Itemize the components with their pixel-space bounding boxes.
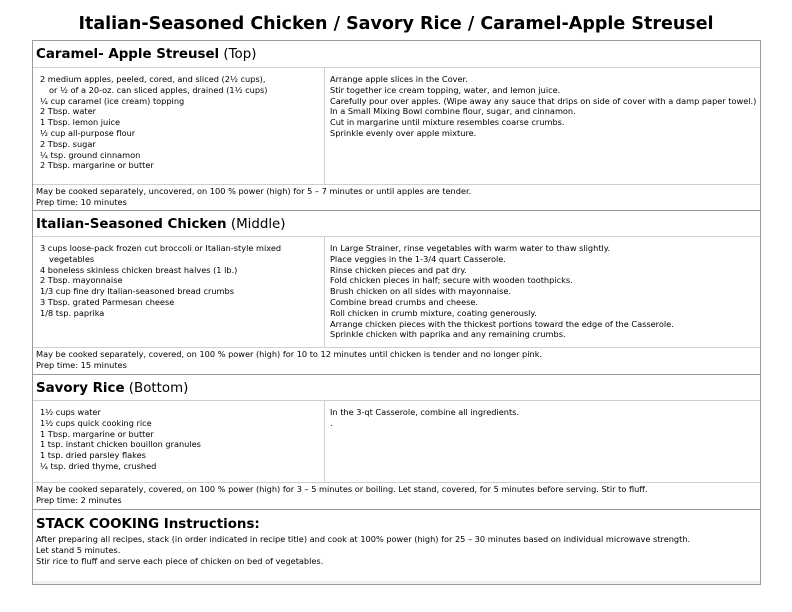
direction-step: . — [330, 417, 333, 428]
ingredient-item: ½ cup all-purpose flour — [40, 127, 136, 138]
direction-step: Stir together ice cream topping, water, and lemon juice. — [330, 84, 561, 95]
column-divider — [324, 68, 325, 184]
cooking-notes — [36, 186, 756, 208]
section-heading — [36, 47, 256, 62]
direction-step: Combine bread crumbs and cheese. — [330, 296, 479, 307]
ingredient-item: vegetables — [49, 253, 95, 264]
ingredient-item: or ½ of a 20-oz. can sliced apples, drained (1½ cups) — [49, 84, 268, 95]
ingredient-item: ¼ cup caramel (ice cream) topping — [40, 95, 185, 106]
ingredient-item: 2 Tbsp. sugar — [40, 138, 96, 149]
ingredients-list — [40, 243, 320, 319]
ingredient-item: 2 medium apples, peeled, cored, and sliced (2½ cups), — [40, 74, 266, 84]
direction-step: Arrange chicken pieces with the thickest portions toward the edge of the Casserole. — [330, 318, 674, 329]
section-position: (Middle) — [230, 217, 286, 232]
section-title: Caramel- Apple Streusel — [36, 47, 220, 62]
ingredient-item: 2 Tbsp. water — [40, 106, 97, 117]
page-title: Italian-Seasoned Chicken / Savory Rice / Caramel-Apple Streusel — [78, 14, 714, 34]
cook-separately-note: May be cooked separately, covered, on 100 % power (high) for 10 to 12 minutes until chicken is tender and no longer pink. — [36, 349, 543, 359]
cooking-notes — [36, 349, 756, 371]
direction-step: In a Small Mixing Bowl combine flour, sugar, and cinnamon. — [330, 106, 576, 117]
cook-separately-note: May be cooked separately, uncovered, on 100 % power (high) for 5 – 7 minutes or until apples are tender. — [36, 186, 472, 196]
recipe-card — [32, 40, 761, 585]
prep-time: Prep time: 2 minutes — [36, 494, 122, 505]
section-title: Savory Rice — [36, 381, 125, 396]
ingredient-item: ¼ tsp. dried thyme, crushed — [40, 460, 157, 471]
ingredient-item: 2 Tbsp. margarine or butter — [40, 160, 154, 171]
direction-step: Roll chicken in crumb mixture, coating generously. — [330, 307, 537, 318]
section-position: (Bottom) — [128, 381, 189, 396]
recipe-columns — [33, 236, 760, 348]
ingredient-item: 1/8 tsp. paprika — [40, 307, 105, 318]
direction-step: Carefully pour over apples. (Wipe away any sauce that drips on side of cover with a damp paper towel.) — [330, 95, 757, 106]
direction-step: Sprinkle evenly over apple mixture. — [330, 127, 477, 138]
prep-time: Prep time: 10 minutes — [36, 196, 127, 207]
ingredients-list — [40, 74, 320, 171]
ingredient-item: ¼ tsp. ground cinnamon — [40, 149, 141, 160]
stack-cooking-heading: STACK COOKING Instructions: — [36, 517, 260, 532]
column-divider — [324, 237, 325, 347]
stack-cooking-instructions — [36, 534, 690, 567]
stack-instruction-line: Let stand 5 minutes. — [36, 545, 121, 555]
ingredient-item: 1 tsp. dried parsley flakes — [40, 450, 146, 461]
direction-step: Place veggies in the 1-3/4 quart Casserole. — [330, 253, 506, 264]
ingredient-item: 1½ cups water — [40, 407, 101, 417]
ingredient-item: 1 Tbsp. margarine or butter — [40, 428, 154, 439]
direction-step: Brush chicken on all sides with mayonnaise. — [330, 286, 511, 297]
section-heading — [36, 381, 188, 396]
direction-step: Rinse chicken pieces and pat dry. — [330, 264, 467, 275]
recipe-columns — [33, 67, 760, 185]
ingredient-item: 1 Tbsp. lemon juice — [40, 117, 121, 128]
section-heading — [36, 217, 286, 232]
stack-instruction-line: Stir rice to fluff and serve each piece of chicken on bed of vegetables. — [36, 556, 324, 566]
section-title: Italian-Seasoned Chicken — [36, 217, 227, 232]
direction-step: Fold chicken pieces in half; secure with wooden toothpicks. — [330, 275, 573, 286]
section-italian-seasoned-chicken — [33, 211, 760, 375]
stack-instruction-line: After preparing all recipes, stack (in order indicated in recipe title) and cook at 100% power (high) for 25 – 30 minutes based on individual microwave strength. — [36, 534, 691, 544]
direction-step: Arrange apple slices in the Cover. — [330, 74, 468, 84]
directions-list — [330, 74, 760, 139]
ingredients-list — [40, 407, 320, 472]
ingredient-item: 1½ cups quick cooking rice — [40, 417, 152, 428]
section-caramel-apple-streusel — [33, 41, 760, 211]
directions-list — [330, 243, 760, 340]
direction-step: In the 3-qt Casserole, combine all ingredients. — [330, 407, 520, 417]
ingredient-item: 4 boneless skinless chicken breast halves (1 lb.) — [40, 264, 238, 275]
direction-step: Sprinkle chicken with paprika and any remaining crumbs. — [330, 329, 566, 340]
ingredient-item: 1/3 cup fine dry Italian-seasoned bread crumbs — [40, 286, 234, 297]
prep-time: Prep time: 15 minutes — [36, 359, 127, 370]
recipe-columns — [33, 400, 760, 483]
directions-list — [330, 407, 760, 429]
section-savory-rice — [33, 375, 760, 510]
cooking-notes — [36, 484, 756, 506]
ingredient-item: 2 Tbsp. mayonnaise — [40, 275, 123, 286]
ingredient-item: 3 cups loose-pack frozen cut broccoli or Italian-style mixed — [40, 243, 282, 253]
ingredient-item: 1 tsp. instant chicken bouillon granules — [40, 439, 201, 450]
direction-step: In Large Strainer, rinse vegetables with warm water to thaw slightly. — [330, 243, 611, 253]
bottom-shade — [33, 581, 760, 584]
direction-step: Cut in margarine until mixture resembles coarse crumbs. — [330, 117, 565, 128]
section-position: (Top) — [223, 47, 257, 62]
ingredient-item: 3 Tbsp. grated Parmesan cheese — [40, 296, 175, 307]
column-divider — [324, 401, 325, 482]
cook-separately-note: May be cooked separately, covered, on 100 % power (high) for 3 – 5 minutes or boiling. Let stand, covered, for 5 minutes before serving. Stir to fluff. — [36, 484, 648, 494]
